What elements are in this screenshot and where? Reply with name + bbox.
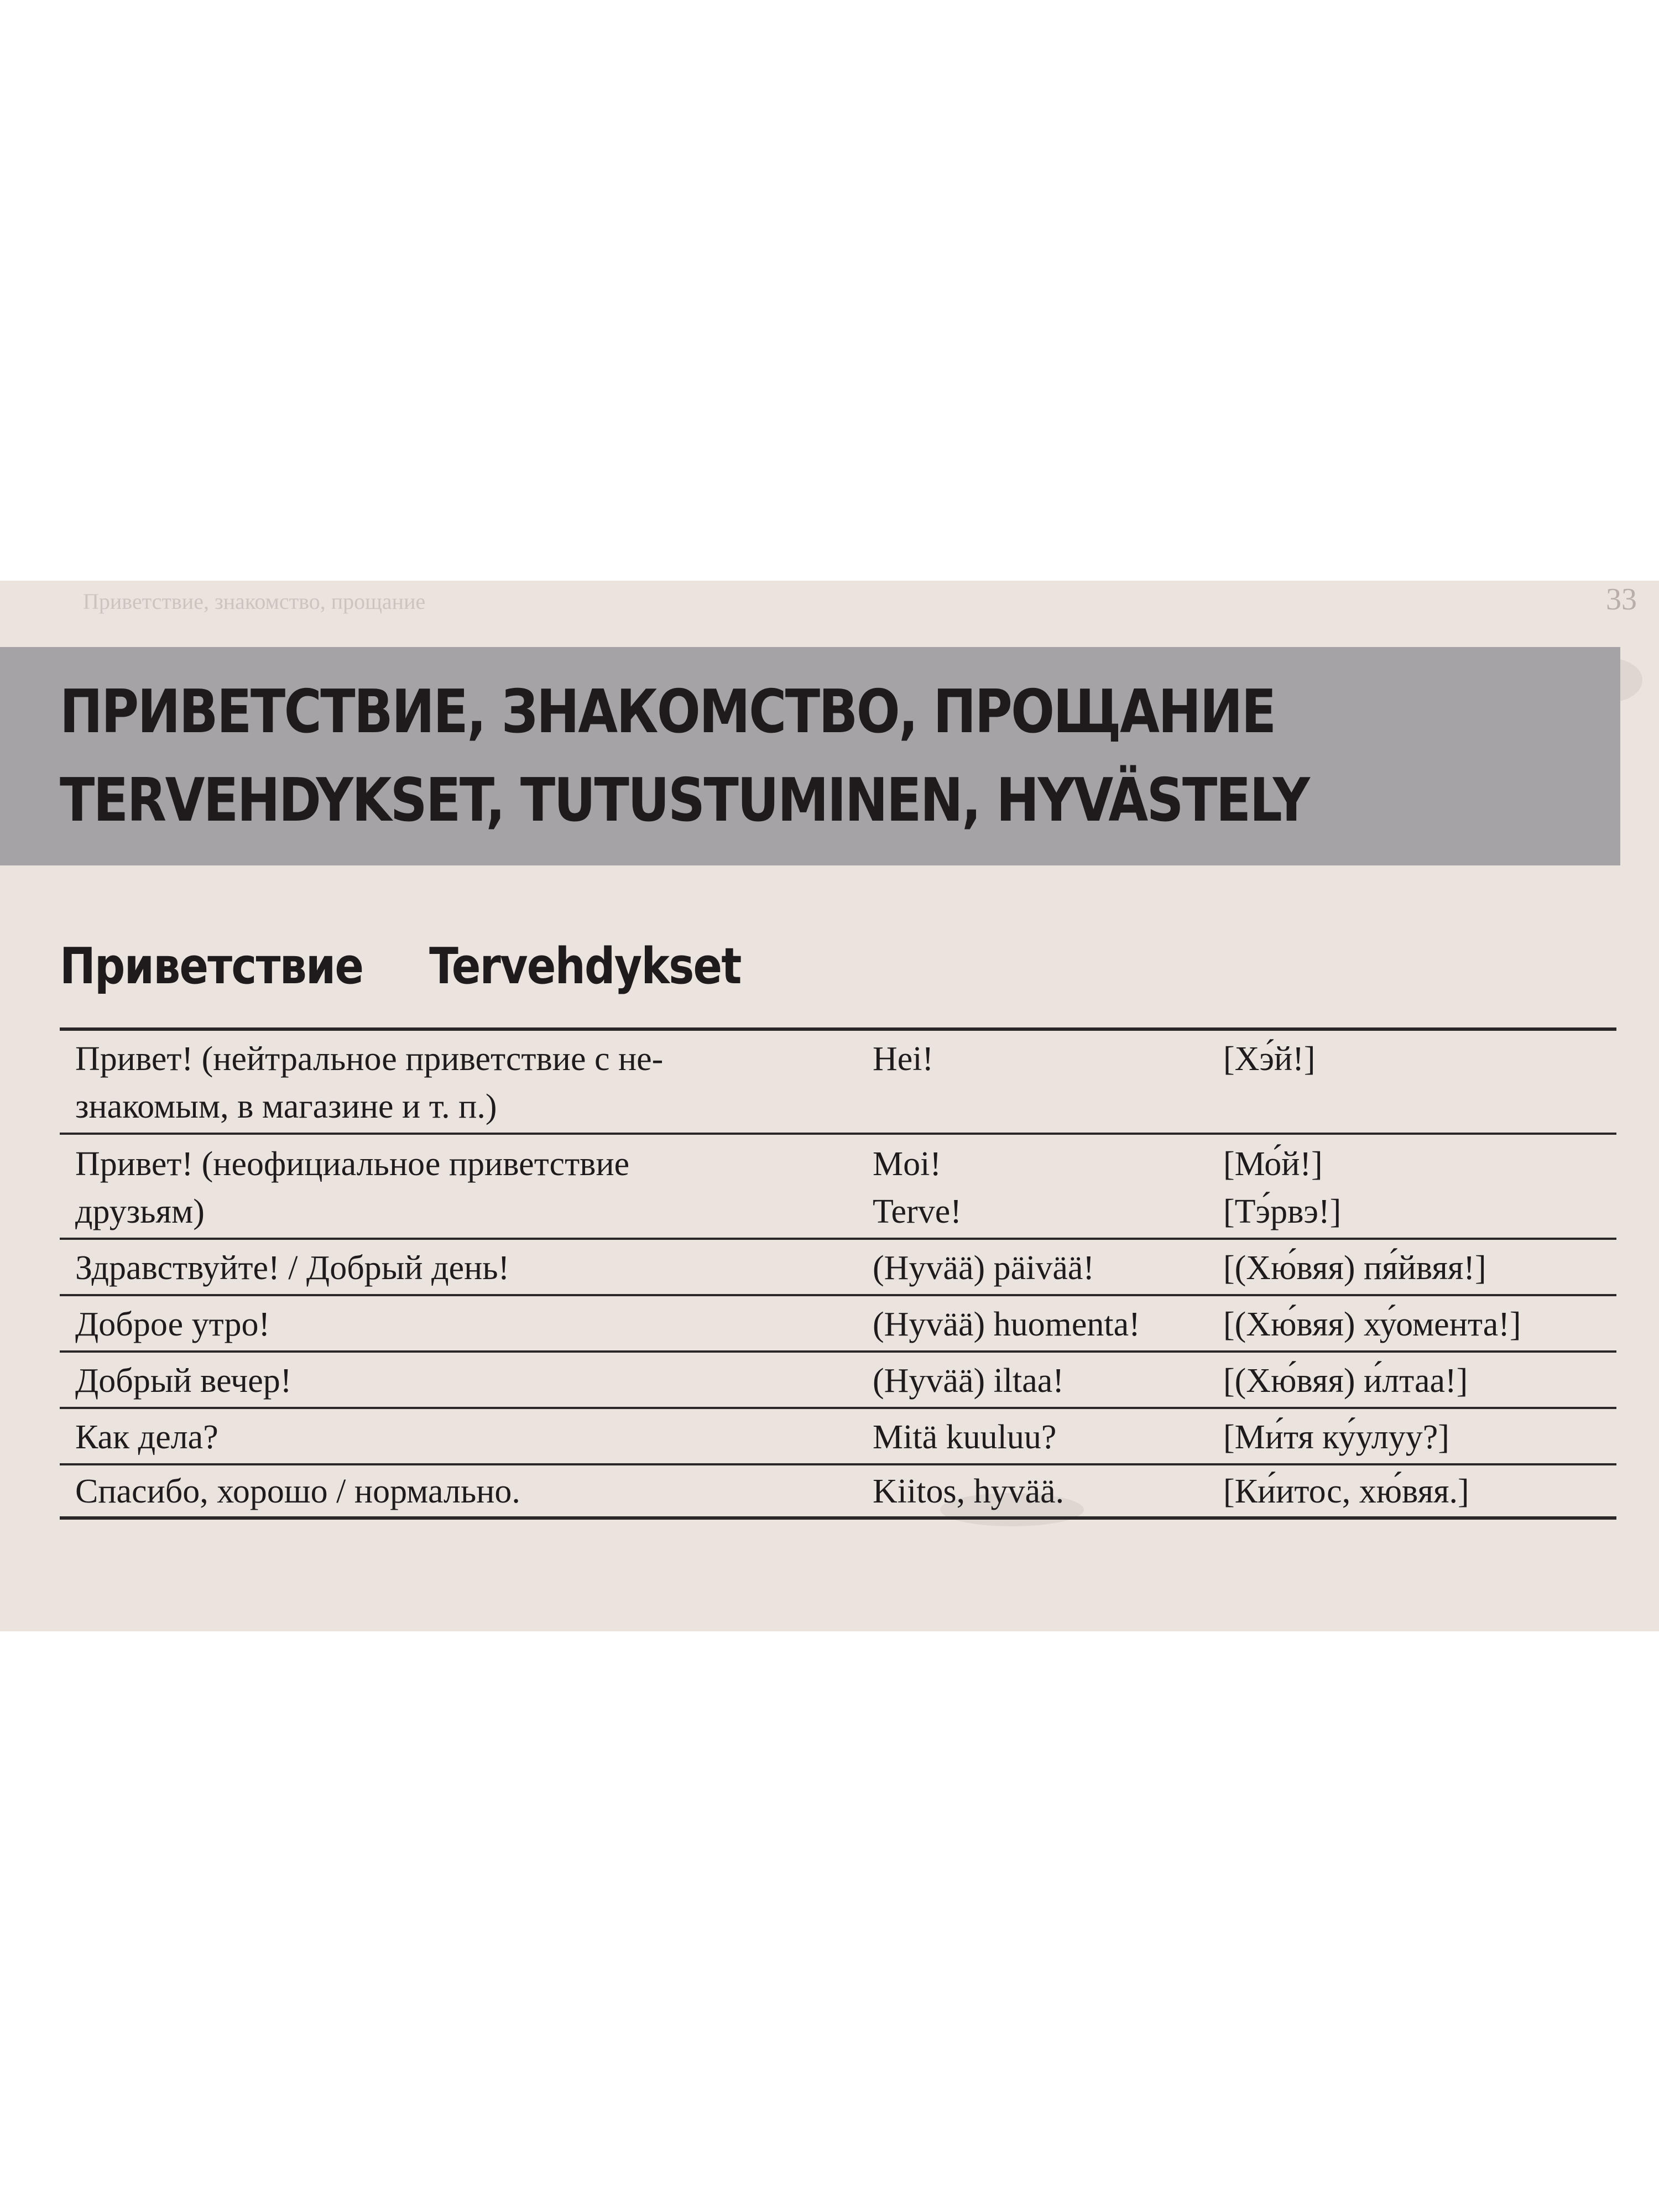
table-cell-finnish: Terve! bbox=[873, 1193, 962, 1230]
row-divider bbox=[60, 1350, 1616, 1353]
table-cell-pronunciation: [(Хю́вяя) пя́йвяя!] bbox=[1223, 1249, 1486, 1287]
table-cell-russian: Здравствуйте! / Добрый день! bbox=[75, 1249, 510, 1287]
table-cell-finnish: Hei! bbox=[873, 1040, 934, 1078]
page-number: 33 bbox=[1606, 582, 1637, 617]
table-cell-russian: Спасибо, хорошо / нормально. bbox=[75, 1473, 520, 1510]
table-bottom-rule bbox=[60, 1516, 1616, 1520]
section-heading-finnish: Tervehdykset bbox=[429, 937, 741, 995]
table-cell-pronunciation: [(Хю́вяя) и́лтаа!] bbox=[1223, 1362, 1468, 1400]
table-cell-finnish: Moi! bbox=[873, 1145, 941, 1183]
table-cell-russian: Привет! (нейтральное приветствие с не- bbox=[75, 1040, 664, 1078]
table-cell-russian: друзьям) bbox=[75, 1193, 205, 1230]
table-top-rule bbox=[60, 1027, 1616, 1031]
chapter-title-russian: ПРИВЕТСТВИЕ, ЗНАКОМСТВО, ПРОЩАНИЕ bbox=[60, 677, 1275, 747]
table-cell-finnish: Kiitos, hyvää. bbox=[873, 1473, 1065, 1510]
table-cell-finnish: (Hyvää) iltaa! bbox=[873, 1362, 1064, 1400]
table-cell-finnish: Mitä kuuluu? bbox=[873, 1418, 1057, 1456]
row-divider bbox=[60, 1407, 1616, 1409]
running-head bbox=[0, 582, 1659, 617]
running-head-text: Приветствие, знакомство, прощание bbox=[83, 589, 426, 614]
row-divider bbox=[60, 1133, 1616, 1135]
table-cell-pronunciation: [(Хю́вяя) ху́омента!] bbox=[1223, 1306, 1521, 1343]
table-cell-pronunciation: [Ки́итос, хю́вяя.] bbox=[1223, 1473, 1469, 1510]
section-heading-russian: Приветствие bbox=[60, 937, 363, 995]
section-heading bbox=[60, 933, 741, 1000]
table-cell-pronunciation: [Тэ́рвэ!] bbox=[1223, 1193, 1342, 1230]
table-cell-russian: Добрый вечер! bbox=[75, 1362, 292, 1400]
table-cell-russian: Доброе утро! bbox=[75, 1306, 270, 1343]
table-cell-pronunciation: [Мо́й!] bbox=[1223, 1145, 1323, 1183]
row-divider bbox=[60, 1294, 1616, 1296]
table-cell-russian: Как дела? bbox=[75, 1418, 218, 1456]
table-cell-pronunciation: [Хэ́й!] bbox=[1223, 1040, 1316, 1078]
row-divider bbox=[60, 1238, 1616, 1240]
table-cell-finnish: (Hyvää) huomenta! bbox=[873, 1306, 1140, 1343]
table-cell-russian: Привет! (неофициальное приветствие bbox=[75, 1145, 630, 1183]
table-cell-pronunciation: [Ми́тя ку́улуу?] bbox=[1223, 1418, 1449, 1456]
row-divider bbox=[60, 1463, 1616, 1465]
table-cell-russian: знакомым, в магазине и т. п.) bbox=[75, 1088, 497, 1125]
chapter-title-finnish: TERVEHDYKSET, TUTUSTUMINEN, HYVÄSTELY bbox=[60, 766, 1309, 835]
table-cell-finnish: (Hyvää) päivää! bbox=[873, 1249, 1095, 1287]
